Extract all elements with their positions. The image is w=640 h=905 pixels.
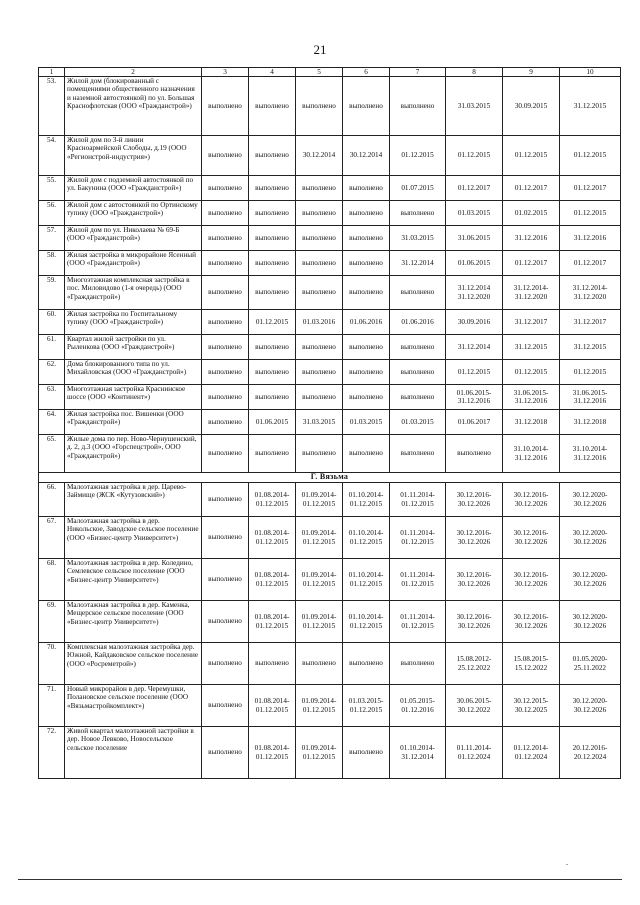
status-cell: 01.02.2015 (503, 201, 560, 226)
status-cell: 01.08.2014- 01.12.2015 (249, 483, 296, 517)
status-cell: выполнено (202, 727, 249, 779)
row-number: 68. (39, 559, 65, 601)
table-row (39, 201, 621, 226)
table-row (39, 601, 621, 643)
table-row (39, 136, 621, 176)
column-number: 8 (446, 68, 503, 77)
row-number: 55. (39, 176, 65, 201)
row-number: 70. (39, 643, 65, 685)
status-cell: 01.03.2015 (446, 201, 503, 226)
status-cell: выполнено (296, 251, 343, 276)
status-cell: 31.12.2015 (560, 77, 621, 136)
status-cell: выполнено (202, 483, 249, 517)
table-row (39, 483, 621, 517)
status-cell: 01.12.2017 (446, 176, 503, 201)
status-cell: выполнено (202, 685, 249, 727)
row-number: 61. (39, 335, 65, 360)
column-number: 9 (503, 68, 560, 77)
status-cell: выполнено (343, 77, 390, 136)
table-row (39, 77, 621, 136)
table-row (39, 176, 621, 201)
status-cell: выполнено (249, 77, 296, 136)
status-cell: 01.09.2014- 01.12.2015 (296, 559, 343, 601)
status-cell: 31.12.2014 31.12.2020 (446, 276, 503, 310)
status-cell: 20.12.2016- 20.12.2024 (560, 727, 621, 779)
status-cell: выполнено (296, 77, 343, 136)
status-cell: выполнено (390, 360, 446, 385)
status-cell: 01.10.2014- 01.12.2015 (343, 517, 390, 559)
object-name: Жилой дом с автостоянкой по Ортинскому тупику (ООО «Гражданстрой») (65, 201, 202, 226)
status-cell: 31.12.2016 (560, 226, 621, 251)
status-cell: 01.08.2014- 01.12.2015 (249, 517, 296, 559)
status-cell: выполнено (296, 360, 343, 385)
status-cell: выполнено (202, 435, 249, 473)
object-name: Малоэтажная застройка в дер. Никольское, Заводское сельское поселение (ООО «Бизнес-центр Университет») (65, 517, 202, 559)
column-number: 2 (65, 68, 202, 77)
status-cell: выполнено (296, 276, 343, 310)
status-cell: выполнено (202, 385, 249, 410)
status-cell: 31.12.2017 (503, 310, 560, 335)
status-cell: 31.12.2017 (560, 310, 621, 335)
table-row (39, 276, 621, 310)
status-cell: 01.12.2017 (560, 176, 621, 201)
status-cell: выполнено (296, 385, 343, 410)
status-cell: выполнено (249, 136, 296, 176)
status-cell: выполнено (343, 201, 390, 226)
table-row (39, 559, 621, 601)
status-cell: выполнено (446, 435, 503, 473)
status-cell: 01.06.2015 (249, 410, 296, 435)
status-cell: выполнено (343, 360, 390, 385)
status-cell: 31.12.2018 (503, 410, 560, 435)
status-cell: 30.12.2014 (296, 136, 343, 176)
status-cell: 31.12.2014- 31.12.2020 (503, 276, 560, 310)
object-name: Жилой дом по 3-й линии Красноармейской Слободы, д.19 (ООО «Регионстрой-индустрия») (65, 136, 202, 176)
object-name: Жилая застройка по Госпитальному тупику (ООО «Гражданстрой») (65, 310, 202, 335)
status-cell: выполнено (343, 727, 390, 779)
status-cell: 30.12.2020- 30.12.2026 (560, 601, 621, 643)
table-row (39, 685, 621, 727)
status-cell: 30.12.2016- 30.12.2026 (446, 601, 503, 643)
status-cell: 01.03.2015- 01.12.2015 (343, 685, 390, 727)
status-cell: выполнено (202, 276, 249, 310)
status-cell: выполнено (390, 276, 446, 310)
table-row (39, 335, 621, 360)
status-cell: выполнено (202, 201, 249, 226)
row-number: 66. (39, 483, 65, 517)
status-cell: 30.12.2016- 30.12.2026 (503, 517, 560, 559)
status-cell: выполнено (296, 201, 343, 226)
status-cell: 30.12.2016- 30.12.2026 (503, 559, 560, 601)
status-cell: 01.10.2014- 01.12.2015 (343, 601, 390, 643)
status-cell: 01.06.2015- 31.12.2016 (446, 385, 503, 410)
column-number: 1 (39, 68, 65, 77)
object-name: Жилые дома по пер. Ново-Чернушенский, д. 2, д.3 (ООО «Горспецстрой», ООО «Гражданстрой») (65, 435, 202, 473)
status-cell: 31.12.2015 (503, 335, 560, 360)
column-number: 10 (560, 68, 621, 77)
object-name: Жилая застройка в микрорайоне Ясенный (ООО «Гражданстрой») (65, 251, 202, 276)
row-number: 59. (39, 276, 65, 310)
status-cell: 01.12.2017 (560, 251, 621, 276)
status-cell: 30.12.2016- 30.12.2026 (446, 559, 503, 601)
table-row (39, 385, 621, 410)
status-cell: 30.12.2020- 30.12.2026 (560, 685, 621, 727)
object-name: Малоэтажная застройка в дер. Каменка, Мещерское сельское поселение (ООО «Бизнес-центр Университет») (65, 601, 202, 643)
column-number-row (39, 68, 621, 77)
rows-part-a (39, 77, 621, 473)
status-cell: 01.11.2014- 01.12.2015 (390, 601, 446, 643)
row-number: 64. (39, 410, 65, 435)
status-cell: 30.09.2015 (503, 77, 560, 136)
row-number: 71. (39, 685, 65, 727)
status-cell: выполнено (343, 276, 390, 310)
status-cell: 01.12.2015 (390, 136, 446, 176)
column-number: 5 (296, 68, 343, 77)
row-number: 53. (39, 77, 65, 136)
status-cell: 01.11.2014- 01.12.2015 (390, 559, 446, 601)
object-name: Живой квартал малоэтажной застройки в дер. Новое Левково, Новосельское сельское поселение (65, 727, 202, 779)
footer-divider (18, 879, 622, 880)
column-number: 6 (343, 68, 390, 77)
status-cell: выполнено (296, 176, 343, 201)
status-cell: выполнено (390, 335, 446, 360)
table-row (39, 517, 621, 559)
status-cell: 01.06.2015 (446, 251, 503, 276)
status-cell: выполнено (202, 335, 249, 360)
status-cell: выполнено (202, 360, 249, 385)
status-cell: выполнено (343, 251, 390, 276)
status-cell: выполнено (390, 77, 446, 136)
status-cell: 01.10.2014- 01.12.2015 (343, 483, 390, 517)
status-cell: выполнено (202, 601, 249, 643)
object-name: Жилой дом с подземной автостоянкой по ул. Бакунина (ООО «Гражданстрой») (65, 176, 202, 201)
object-name: Комплексная малоэтажная застройка дер. Южной, Кайдаковское сельское поселение (ООО «Росреметрой») (65, 643, 202, 685)
status-cell: 30.12.2016- 30.12.2026 (503, 601, 560, 643)
status-cell: 01.12.2014- 01.12.2024 (503, 727, 560, 779)
section-title: Г. Вязьма (39, 473, 621, 483)
status-cell: 01.09.2014- 01.12.2015 (296, 685, 343, 727)
status-cell: 01.06.2017 (446, 410, 503, 435)
status-cell: 30.09.2016 (446, 310, 503, 335)
construction-schedule-table (38, 67, 621, 779)
status-cell: выполнено (202, 226, 249, 251)
table-row (39, 435, 621, 473)
status-cell: выполнено (202, 410, 249, 435)
status-cell: 01.05.2015- 01.12.2016 (390, 685, 446, 727)
status-cell: 01.12.2017 (503, 251, 560, 276)
row-number: 63. (39, 385, 65, 410)
status-cell: 01.08.2014- 01.12.2015 (249, 601, 296, 643)
status-cell: выполнено (343, 335, 390, 360)
status-cell: 01.08.2014- 01.12.2015 (249, 727, 296, 779)
status-cell: 01.12.2015 (503, 360, 560, 385)
object-name: Многоэтажная застройка Краснинское шоссе (ООО «Континент») (65, 385, 202, 410)
row-number: 56. (39, 201, 65, 226)
row-number: 54. (39, 136, 65, 176)
column-number: 4 (249, 68, 296, 77)
status-cell: 01.12.2015 (249, 310, 296, 335)
status-cell: 01.07.2015 (390, 176, 446, 201)
rows-part-b (39, 483, 621, 779)
row-number: 65. (39, 435, 65, 473)
object-name: Дома блокированного типа по ул. Михайловская (ООО «Гражданстрой») (65, 360, 202, 385)
status-cell: выполнено (343, 435, 390, 473)
table-row (39, 226, 621, 251)
status-cell: 01.12.2015 (446, 136, 503, 176)
status-cell: выполнено (390, 385, 446, 410)
status-cell: 30.06.2015- 30.12.2022 (446, 685, 503, 727)
status-cell: выполнено (390, 435, 446, 473)
table-row (39, 643, 621, 685)
status-cell: выполнено (202, 517, 249, 559)
row-number: 72. (39, 727, 65, 779)
status-cell: 01.06.2016 (390, 310, 446, 335)
status-cell: выполнено (249, 435, 296, 473)
status-cell: 31.12.2014- 31.12.2020 (560, 276, 621, 310)
status-cell: 01.10.2014- 01.12.2015 (343, 559, 390, 601)
status-cell: выполнено (343, 643, 390, 685)
status-cell: 01.05.2020- 25.11.2022 (560, 643, 621, 685)
status-cell: 31.03.2015 (446, 77, 503, 136)
status-cell: выполнено (249, 201, 296, 226)
row-number: 62. (39, 360, 65, 385)
status-cell: выполнено (296, 226, 343, 251)
status-cell: 01.09.2014- 01.12.2015 (296, 727, 343, 779)
status-cell: выполнено (202, 176, 249, 201)
status-cell: 01.03.2016 (296, 310, 343, 335)
status-cell: 31.12.2015 (560, 335, 621, 360)
object-name: Квартал жилой застройки по ул. Рыленкова (ООО «Гражданстрой») (65, 335, 202, 360)
status-cell: 30.12.2020- 30.12.2026 (560, 517, 621, 559)
table-row (39, 310, 621, 335)
status-cell: 31.03.2015 (390, 226, 446, 251)
object-name: Новый микрорайон в дер. Черемушки, Полановское сельское поселение (ООО «Вязьмастройкомплект») (65, 685, 202, 727)
row-number: 60. (39, 310, 65, 335)
status-cell: 30.12.2016- 30.12.2026 (446, 483, 503, 517)
status-cell: выполнено (249, 251, 296, 276)
status-cell: выполнено (390, 643, 446, 685)
page-number: 21 (313, 42, 327, 57)
status-cell: 01.09.2014- 01.12.2015 (296, 517, 343, 559)
status-cell: 01.12.2015 (560, 360, 621, 385)
footer-mark: . (566, 858, 568, 867)
status-cell: 01.08.2014- 01.12.2015 (249, 559, 296, 601)
column-number: 3 (202, 68, 249, 77)
status-cell: выполнено (249, 276, 296, 310)
status-cell: выполнено (202, 643, 249, 685)
status-cell: выполнено (343, 226, 390, 251)
status-cell: 01.10.2014- 31.12.2014 (390, 727, 446, 779)
status-cell: 31.10.2014- 31.12.2016 (503, 435, 560, 473)
object-name: Жилой дом (блокированный с помещениями общественного назначения и наземной автостоянкой) по ул. Большая Краснофлотская (ООО «Гражданстрой») (65, 77, 202, 136)
section-row (39, 473, 621, 483)
status-cell: 01.12.2015 (503, 136, 560, 176)
status-cell: выполнено (202, 559, 249, 601)
status-cell: выполнено (249, 226, 296, 251)
status-cell: выполнено (249, 360, 296, 385)
column-number: 7 (390, 68, 446, 77)
status-cell: 30.12.2014 (343, 136, 390, 176)
object-name: Многоэтажная комплексная застройка в пос. Миловидово (1-я очередь) (ООО «Гражданстрой») (65, 276, 202, 310)
status-cell: 01.12.2015 (560, 201, 621, 226)
status-cell: выполнено (202, 77, 249, 136)
status-cell: 31.06.2015- 31.12.2016 (503, 385, 560, 410)
status-cell: 31.03.2015 (296, 410, 343, 435)
status-cell: 01.03.2015 (343, 410, 390, 435)
status-cell: 31.12.2014 (446, 335, 503, 360)
status-cell: 01.12.2015 (446, 360, 503, 385)
status-cell: 31.10.2014- 31.12.2016 (560, 435, 621, 473)
table-row (39, 360, 621, 385)
status-cell: выполнено (296, 643, 343, 685)
status-cell: 31.06.2015- 31.12.2016 (560, 385, 621, 410)
object-name: Жилая застройка пос. Вишенки (ООО «Гражданстрой») (65, 410, 202, 435)
status-cell: 30.12.2016- 30.12.2026 (446, 517, 503, 559)
status-cell: выполнено (202, 310, 249, 335)
status-cell: 01.12.2017 (503, 176, 560, 201)
status-cell: 01.12.2015 (560, 136, 621, 176)
row-number: 69. (39, 601, 65, 643)
status-cell: 01.11.2014- 01.12.2015 (390, 517, 446, 559)
table-row (39, 251, 621, 276)
status-cell: 30.12.2015- 30.12.2025 (503, 685, 560, 727)
status-cell: 01.11.2014- 01.12.2015 (390, 483, 446, 517)
status-cell: 31.12.2018 (560, 410, 621, 435)
status-cell: 31.06.2015 (446, 226, 503, 251)
status-cell: выполнено (296, 435, 343, 473)
row-number: 67. (39, 517, 65, 559)
status-cell: 31.12.2016 (503, 226, 560, 251)
row-number: 58. (39, 251, 65, 276)
object-name: Малоэтажная застройка в дер. Коледино, Семлевское сельское поселение (ООО «Бизнес-центр Университет») (65, 559, 202, 601)
table-row (39, 727, 621, 779)
status-cell: 15.08.2012- 25.12.2022 (446, 643, 503, 685)
status-cell: выполнено (249, 335, 296, 360)
status-cell: 31.12.2014 (390, 251, 446, 276)
status-cell: 01.08.2014- 01.12.2015 (249, 685, 296, 727)
status-cell: выполнено (202, 136, 249, 176)
status-cell: 01.09.2014- 01.12.2015 (296, 483, 343, 517)
status-cell: 30.12.2020- 30.12.2026 (560, 559, 621, 601)
object-name: Жилой дом по ул. Николаева № 69-Б (ООО «Гражданстрой») (65, 226, 202, 251)
status-cell: 30.12.2016- 30.12.2026 (503, 483, 560, 517)
status-cell: выполнено (296, 335, 343, 360)
status-cell: выполнено (249, 385, 296, 410)
status-cell: выполнено (202, 251, 249, 276)
status-cell: 01.09.2014- 01.12.2015 (296, 601, 343, 643)
object-name: Малоэтажная застройка в дер. Царево-Займище (ЖСК «Кутузовский») (65, 483, 202, 517)
table-row (39, 410, 621, 435)
status-cell: 01.11.2014- 01.12.2024 (446, 727, 503, 779)
status-cell: 01.06.2016 (343, 310, 390, 335)
status-cell: 30.12.2020- 30.12.2026 (560, 483, 621, 517)
status-cell: выполнено (343, 385, 390, 410)
status-cell: выполнено (249, 643, 296, 685)
status-cell: 15.08.2015- 15.12.2022 (503, 643, 560, 685)
status-cell: 01.03.2015 (390, 410, 446, 435)
status-cell: выполнено (390, 201, 446, 226)
status-cell: выполнено (249, 176, 296, 201)
status-cell: выполнено (343, 176, 390, 201)
row-number: 57. (39, 226, 65, 251)
